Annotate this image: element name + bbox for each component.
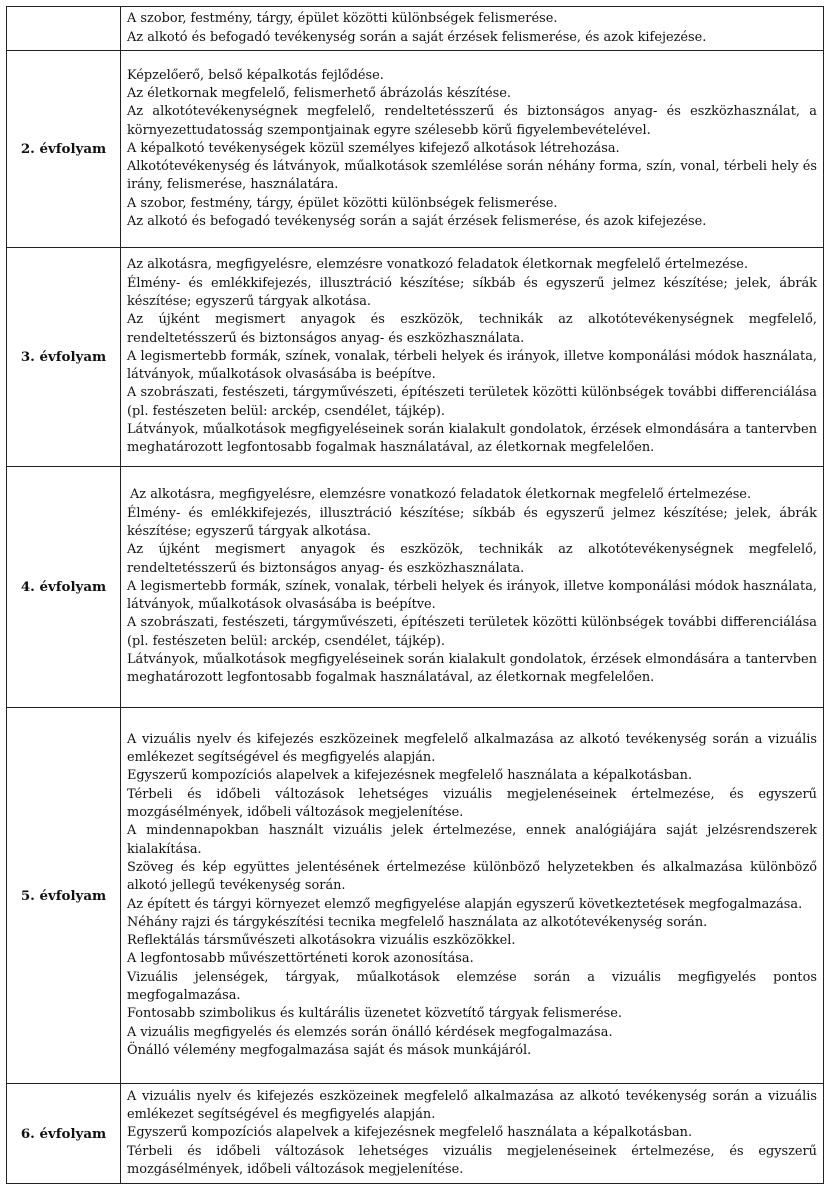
grade-cell: 3. évfolyam: [7, 248, 121, 467]
list-item: A képalkotó tevékenységek közül személyes kifejező alkotások létrehozása.: [127, 140, 620, 156]
list-item: A szobor, festmény, tárgy, épület közötti különbségek felismerése.: [127, 195, 558, 211]
list-item: Térbeli és időbeli változások lehetséges vizuális megjelenéseinek értelmezése, és egyszerű mozgásélmények, időbeli változások megjelenítése.: [127, 786, 817, 821]
table-row: [7, 51, 824, 248]
list-item: A vizuális megfigyelés és elemzés során önálló kérdések megfogalmazása.: [127, 1024, 613, 1040]
content-cell: [121, 708, 824, 1084]
table-row: [7, 7, 824, 51]
list-item: A legfontosabb művészettörténeti korok azonosítása.: [127, 951, 474, 967]
table-row: [7, 1084, 824, 1184]
list-item: Térbeli és időbeli változások lehetséges vizuális megjelenéseinek értelmezése, és egyszerű mozgásélmények, időbeli változások megjelenítése.: [127, 1143, 817, 1177]
list-item: Élmény- és emlékkifejezés, illusztráció készítése; síkbáb és egyszerű jelmez készítése; jelek, ábrák készítése; egyszerű tárgyak alkotása.: [127, 505, 817, 539]
list-item: Élmény- és emlékkifejezés, illusztráció készítése; síkbáb és egyszerű jelmez készítése; jelek, ábrák készítése; egyszerű tárgyak alkotása.: [127, 275, 817, 309]
list-item: Néhány rajzi és tárgykészítési tecnika megfelelő használata az alkotótevékenység során.: [127, 914, 708, 930]
list-item: Az alkotó és befogadó tevékenység során a saját érzések felismerése, és azok kifejezése.: [127, 29, 707, 45]
list-item: A mindennapokban használt vizuális jelek értelmezése, ennek analógiájára saját jelzésrendszerek kialakítása.: [127, 823, 817, 857]
list-item: Vizuális jelenségek, tárgyak, műalkotások elemzése során a vizuális megfigyelés pontos megfogalmazása.: [127, 969, 817, 1003]
list-item: Az alkotásra, megfigyelésre, elemzésre vonatkozó feladatok életkornak megfelelő értelmezése.: [130, 487, 752, 503]
content-cell: [121, 51, 824, 248]
list-item: A szobrászati, festészeti, tárgyművészeti, építészeti területek közötti különbségek további differenciálása (pl. festészeten belül: arckép, csendélet, tájkép).: [127, 385, 817, 419]
list-item: A szobor, festmény, tárgy, épület közötti különbségek felismerése.: [127, 11, 558, 27]
list-item: A vizuális nyelv és kifejezés eszközeinek megfelelő alkalmazása az alkotó tevékenység során a vizuális emlékezet segítségével és megfigyelés alapján.: [127, 731, 817, 766]
table-row: [7, 708, 824, 1084]
content-cell: [121, 248, 824, 467]
list-item: Az épített és tárgyi környezet elemző megfigyelése alapján egyszerű következtetések megfogalmazása.: [127, 896, 803, 912]
content-cell: [121, 1084, 824, 1184]
grade-cell: [7, 7, 121, 51]
curriculum-table: [6, 6, 824, 1184]
grade-cell: 5. évfolyam: [7, 708, 121, 1084]
list-item: Egyszerű kompozíciós alapelvek a kifejezésnek megfelelő használata a képalkotásban.: [127, 768, 693, 784]
list-item: Önálló vélemény megfogalmazása saját és mások munkájáról.: [127, 1042, 532, 1058]
list-item: A legismertebb formák, színek, vonalak, térbeli helyek és irányok, illetve komponálási módok használata, látványok, műalkotások olvasásába is beépítve.: [127, 578, 817, 613]
list-item: A vizuális nyelv és kifejezés eszközeinek megfelelő alkalmazása az alkotó tevékenység során a vizuális emlékezet segítségével és megfigyelés alapján.: [127, 1088, 817, 1123]
list-item: Fontosabb szimbolikus és kultárális üzenetet közvetítő tárgyak felismerése.: [127, 1006, 622, 1022]
content-cell: [121, 467, 824, 708]
content-cell: [121, 7, 824, 51]
list-item: Az alkotásra, megfigyelésre, elemzésre vonatkozó feladatok életkornak megfelelő értelmezése.: [127, 257, 749, 273]
list-item: Az életkornak megfelelő, felismerhető ábrázolás készítése.: [127, 85, 511, 101]
list-item: Alkotótevékenység és látványok, műalkotások szemlélése során néhány forma, szín, vonal, térbeli hely és irány, felismerése, használatára.: [127, 159, 817, 193]
list-item: Látványok, műalkotások megfigyeléseinek során kialakult gondolatok, érzések elmondására a tantervben meghatározott legfontosabb fogalmak használatával, az életkornak megfelelően.: [127, 652, 817, 686]
grade-cell: 2. évfolyam: [7, 51, 121, 248]
list-item: Látványok, műalkotások megfigyeléseinek során kialakult gondolatok, érzések elmondására a tantervben meghatározott legfontosabb fogalmak használatával, az életkornak megfelelően.: [127, 422, 817, 456]
table-row: [7, 467, 824, 708]
grade-cell: 4. évfolyam: [7, 467, 121, 708]
list-item: Szöveg és kép együttes jelentésének értelmezése különböző helyzetekben és alkalmazása különböző alkotó jellegű tevékenység során.: [127, 859, 817, 894]
list-item: Reflektálás társművészeti alkotásokra vizuális eszközökkel.: [127, 933, 516, 949]
list-item: Egyszerű kompozíciós alapelvek a kifejezésnek megfelelő használata a képalkotásban.: [127, 1125, 693, 1141]
list-item: Képzelőerő, belső képalkotás fejlődése.: [127, 67, 384, 83]
list-item: Az alkotótevékenységnek megfelelő, rendeltetésszerű és biztonságos anyag- és eszközhasználat, a környezettudatosság szempontjainak egyre szélesebb körű figyelembevételével.: [127, 104, 817, 138]
list-item: A legismertebb formák, színek, vonalak, térbeli helyek és irányok, illetve komponálási módok használata, látványok, műalkotások olvasásába is beépítve.: [127, 348, 817, 383]
grade-cell: 6. évfolyam: [7, 1084, 121, 1184]
list-item: Az alkotó és befogadó tevékenység során a saját érzések felismerése, és azok kifejezése.: [127, 214, 707, 230]
list-item: A szobrászati, festészeti, tárgyművészeti, építészeti területek közötti különbségek további differenciálása (pl. festészeten belül: arckép, csendélet, tájkép).: [127, 615, 817, 649]
list-item: Az újként megismert anyagok és eszközök, technikák az alkotótevékenységnek megfelelő, rendeltetésszerű és biztonságos anyag- és eszközhasználata.: [127, 312, 817, 346]
list-item: Az újként megismert anyagok és eszközök, technikák az alkotótevékenységnek megfelelő, rendeltetésszerű és biztonságos anyag- és eszközhasználata.: [127, 542, 817, 576]
table-row: [7, 248, 824, 467]
